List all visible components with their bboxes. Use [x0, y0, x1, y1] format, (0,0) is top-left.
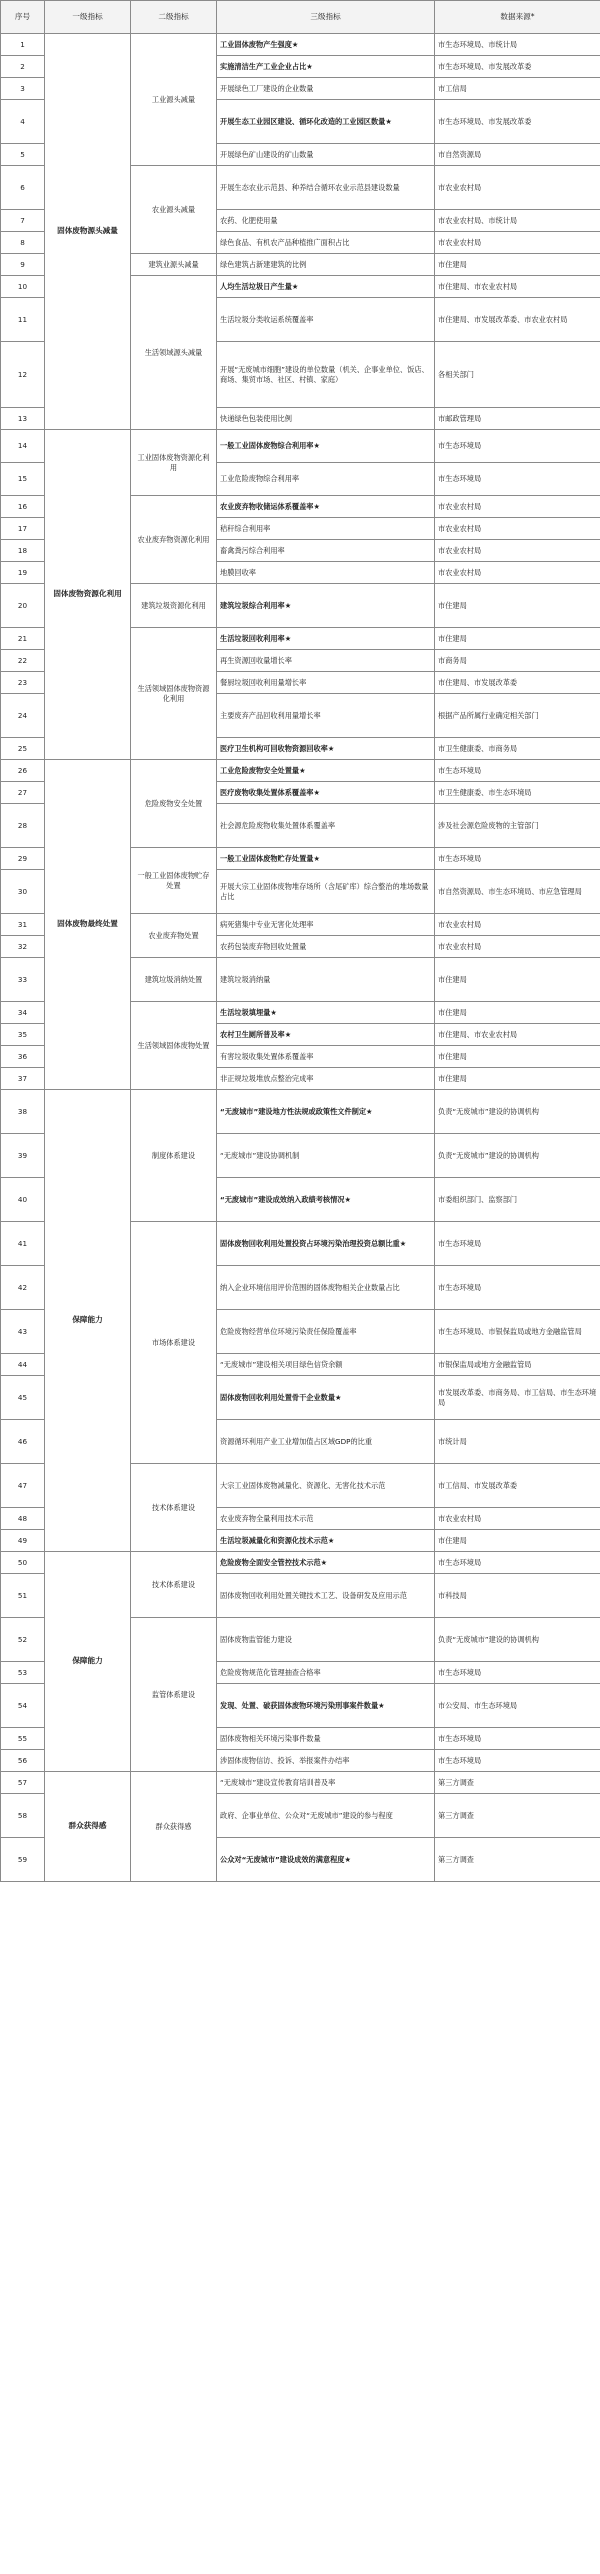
row-number: 3 [1, 78, 45, 100]
row-number: 45 [1, 1376, 45, 1420]
data-source: 市委组织部门、监察部门 [435, 1178, 600, 1222]
row-number: 19 [1, 562, 45, 584]
data-source: 负责“无废城市”建设的协调机构 [435, 1134, 600, 1178]
data-source: 市农业农村局 [435, 166, 600, 210]
row-number: 14 [1, 430, 45, 463]
level3-indicator: 有害垃圾收集处置体系覆盖率 [217, 1046, 435, 1068]
level3-indicator: “无废城市”建设宣传教育培训普及率 [217, 1772, 435, 1794]
data-source: 第三方调查 [435, 1838, 600, 1882]
level3-indicator: 生活垃圾填埋量★ [217, 1002, 435, 1024]
data-source: 市商务局 [435, 650, 600, 672]
level3-indicator: 固体废物回收利用处置骨干企业数量★ [217, 1376, 435, 1420]
row-number: 37 [1, 1068, 45, 1090]
level3-indicator: 餐厨垃圾回收利用量增长率 [217, 672, 435, 694]
level2-indicator: 一般工业固体废物贮存处置 [131, 848, 217, 914]
row-number: 20 [1, 584, 45, 628]
table-row [1, 430, 600, 463]
row-number: 16 [1, 496, 45, 518]
level3-indicator: 再生资源回收量增长率 [217, 650, 435, 672]
level3-indicator: 主要废弃产品回收利用量增长率 [217, 694, 435, 738]
level3-indicator: 病死猪集中专业无害化处理率 [217, 914, 435, 936]
row-number: 34 [1, 1002, 45, 1024]
level3-indicator: 危险废物规范化管理抽查合格率 [217, 1662, 435, 1684]
level3-indicator: 大宗工业固体废物减量化、资源化、无害化技术示范 [217, 1464, 435, 1508]
row-number: 30 [1, 870, 45, 914]
row-number: 48 [1, 1508, 45, 1530]
data-source: 市住建局、市发展改革委 [435, 672, 600, 694]
data-source: 市生态环境局 [435, 1662, 600, 1684]
level3-indicator: 工业危险废物安全处置量★ [217, 760, 435, 782]
data-source: 市生态环境局、市发展改革委 [435, 100, 600, 144]
row-number: 59 [1, 1838, 45, 1882]
data-source: 市住建局 [435, 628, 600, 650]
row-number: 18 [1, 540, 45, 562]
table-row [1, 1090, 600, 1134]
level3-indicator: 开展“无废城市细胞”建设的单位数量（机关、企事业单位、饭店、商场、集贸市场、社区、村镇、家庭） [217, 342, 435, 408]
row-number: 52 [1, 1618, 45, 1662]
level3-indicator: 建筑垃圾消纳量 [217, 958, 435, 1002]
data-source: 市生态环境局 [435, 1266, 600, 1310]
level3-indicator: 农村卫生厕所普及率★ [217, 1024, 435, 1046]
data-source: 市农业农村局 [435, 1508, 600, 1530]
data-source: 市农业农村局 [435, 936, 600, 958]
data-source: 第三方调查 [435, 1794, 600, 1838]
data-source: 市住建局 [435, 1046, 600, 1068]
row-number: 40 [1, 1178, 45, 1222]
level3-indicator: 人均生活垃圾日产生量★ [217, 276, 435, 298]
table-row [1, 34, 600, 56]
row-number: 25 [1, 738, 45, 760]
data-source: 市农业农村局 [435, 232, 600, 254]
level3-indicator: 纳入企业环境信用评价范围的固体废物相关企业数量占比 [217, 1266, 435, 1310]
data-source: 市卫生健康委、市生态环境局 [435, 782, 600, 804]
table-header [1, 1, 600, 34]
row-number: 55 [1, 1728, 45, 1750]
level3-indicator: 快递绿色包装使用比例 [217, 408, 435, 430]
row-number: 51 [1, 1574, 45, 1618]
data-source: 根据产品所属行业确定相关部门 [435, 694, 600, 738]
data-source: 市生态环境局 [435, 1728, 600, 1750]
level3-indicator: 生活垃圾分类收运系统覆盖率 [217, 298, 435, 342]
level3-indicator: 固体废物监管能力建设 [217, 1618, 435, 1662]
data-source: 市生态环境局 [435, 463, 600, 496]
level3-indicator: 农药、化肥使用量 [217, 210, 435, 232]
row-number: 8 [1, 232, 45, 254]
level2-indicator: 危险废物安全处置 [131, 760, 217, 848]
level3-indicator: 涉固体废物信访、投诉、举报案件办结率 [217, 1750, 435, 1772]
row-number: 41 [1, 1222, 45, 1266]
row-number: 58 [1, 1794, 45, 1838]
row-number: 12 [1, 342, 45, 408]
level2-indicator: 生活领域源头减量 [131, 276, 217, 430]
row-number: 46 [1, 1420, 45, 1464]
row-number: 42 [1, 1266, 45, 1310]
level3-indicator: 地膜回收率 [217, 562, 435, 584]
level3-indicator: 生活垃圾减量化和资源化技术示范★ [217, 1530, 435, 1552]
row-number: 38 [1, 1090, 45, 1134]
data-source: 市生态环境局、市银保监局或地方金融监管局 [435, 1310, 600, 1354]
level3-indicator: 工业固体废物产生强度★ [217, 34, 435, 56]
level2-indicator: 农业废弃物处置 [131, 914, 217, 958]
level3-indicator: 医疗卫生机构可回收物资源回收率★ [217, 738, 435, 760]
row-number: 50 [1, 1552, 45, 1574]
level3-indicator: 社会源危险废物收集处置体系覆盖率 [217, 804, 435, 848]
row-number: 13 [1, 408, 45, 430]
row-number: 17 [1, 518, 45, 540]
level3-indicator: 建筑垃圾综合利用率★ [217, 584, 435, 628]
table-body [1, 34, 600, 1882]
data-source: 涉及社会源危险废物的主管部门 [435, 804, 600, 848]
data-source: 市生态环境局 [435, 430, 600, 463]
level3-indicator: “无废城市”建设成效纳入政绩考核情况★ [217, 1178, 435, 1222]
row-number: 49 [1, 1530, 45, 1552]
row-number: 26 [1, 760, 45, 782]
header-seq: 序号 [1, 1, 45, 34]
row-number: 6 [1, 166, 45, 210]
level3-indicator: 工业危险废物综合利用率 [217, 463, 435, 496]
data-source: 市农业农村局 [435, 518, 600, 540]
data-source: 市住建局、市发展改革委、市农业农村局 [435, 298, 600, 342]
level2-indicator: 生活领域固体废物资源化利用 [131, 628, 217, 760]
level2-indicator: 监管体系建设 [131, 1618, 217, 1772]
level1-indicator: 固体废物最终处置 [45, 760, 131, 1090]
level2-indicator: 市场体系建设 [131, 1222, 217, 1464]
data-source: 市生态环境局 [435, 1750, 600, 1772]
data-source: 市住建局、市农业农村局 [435, 1024, 600, 1046]
level2-indicator: 工业固体废物资源化利用 [131, 430, 217, 496]
data-source: 市工信局 [435, 78, 600, 100]
data-source: 市农业农村局 [435, 562, 600, 584]
level1-indicator: 保障能力 [45, 1552, 131, 1772]
row-number: 9 [1, 254, 45, 276]
level3-indicator: 畜禽粪污综合利用率 [217, 540, 435, 562]
row-number: 1 [1, 34, 45, 56]
level3-indicator: 发现、处置、破获固体废物环境污染刑事案件数量★ [217, 1684, 435, 1728]
level3-indicator: 秸秆综合利用率 [217, 518, 435, 540]
level2-indicator: 建筑业源头减量 [131, 254, 217, 276]
level3-indicator: 公众对“无废城市”建设成效的满意程度★ [217, 1838, 435, 1882]
data-source: 市住建局 [435, 1068, 600, 1090]
row-number: 57 [1, 1772, 45, 1794]
level3-indicator: 农药包装废弃物回收处置量 [217, 936, 435, 958]
data-source: 市农业农村局 [435, 914, 600, 936]
level3-indicator: 危险废物经营单位环境污染责任保险覆盖率 [217, 1310, 435, 1354]
data-source: 市科技局 [435, 1574, 600, 1618]
level2-indicator: 生活领域固体废物处置 [131, 1002, 217, 1090]
level3-indicator: 绿色食品、有机农产品种植推广面积占比 [217, 232, 435, 254]
level3-indicator: 一般工业固体废物贮存处置量★ [217, 848, 435, 870]
row-number: 44 [1, 1354, 45, 1376]
row-number: 53 [1, 1662, 45, 1684]
level3-indicator: 农业废弃物收储运体系覆盖率★ [217, 496, 435, 518]
header-level1: 一级指标 [45, 1, 131, 34]
data-source: 市生态环境局 [435, 1222, 600, 1266]
data-source: 市工信局、市发展改革委 [435, 1464, 600, 1508]
row-number: 11 [1, 298, 45, 342]
data-source: 市邮政管理局 [435, 408, 600, 430]
level2-indicator: 农业源头减量 [131, 166, 217, 254]
row-number: 56 [1, 1750, 45, 1772]
data-source: 市住建局、市农业农村局 [435, 276, 600, 298]
row-number: 22 [1, 650, 45, 672]
data-source: 市公安局、市生态环境局 [435, 1684, 600, 1728]
level3-indicator: 政府、企事业单位、公众对“无废城市”建设的参与程度 [217, 1794, 435, 1838]
level3-indicator: 开展绿色工厂建设的企业数量 [217, 78, 435, 100]
level3-indicator: 实施清洁生产工业企业占比★ [217, 56, 435, 78]
level3-indicator: 一般工业固体废物综合利用率★ [217, 430, 435, 463]
level3-indicator: 非正规垃圾堆放点整治完成率 [217, 1068, 435, 1090]
data-source: 市统计局 [435, 1420, 600, 1464]
data-source: 市住建局 [435, 254, 600, 276]
row-number: 5 [1, 144, 45, 166]
level1-indicator: 保障能力 [45, 1090, 131, 1552]
data-source: 第三方调查 [435, 1772, 600, 1794]
row-number: 4 [1, 100, 45, 144]
level3-indicator: 绿色建筑占新建建筑的比例 [217, 254, 435, 276]
level3-indicator: “无废城市”建设相关项目绿色信贷余额 [217, 1354, 435, 1376]
table-row [1, 760, 600, 782]
level3-indicator: 医疗废物收集处置体系覆盖率★ [217, 782, 435, 804]
level1-indicator: 固体废物源头减量 [45, 34, 131, 430]
level3-indicator: 农业废弃物全量利用技术示范 [217, 1508, 435, 1530]
row-number: 10 [1, 276, 45, 298]
level2-indicator: 建筑垃圾资源化利用 [131, 584, 217, 628]
level2-indicator: 技术体系建设 [131, 1552, 217, 1618]
row-number: 47 [1, 1464, 45, 1508]
row-number: 21 [1, 628, 45, 650]
level3-indicator: 开展大宗工业固体废物堆存场所（含尾矿库）综合整治的堆场数量占比 [217, 870, 435, 914]
level1-indicator: 固体废物资源化利用 [45, 430, 131, 760]
row-number: 29 [1, 848, 45, 870]
row-number: 24 [1, 694, 45, 738]
row-number: 43 [1, 1310, 45, 1354]
header-level2: 二级指标 [131, 1, 217, 34]
row-number: 54 [1, 1684, 45, 1728]
table-row [1, 1772, 600, 1794]
data-source: 负责“无废城市”建设的协调机构 [435, 1090, 600, 1134]
data-source: 各相关部门 [435, 342, 600, 408]
data-source: 市住建局 [435, 958, 600, 1002]
level2-indicator: 农业废弃物资源化利用 [131, 496, 217, 584]
data-source: 市住建局 [435, 1002, 600, 1024]
data-source: 市生态环境局、市发展改革委 [435, 56, 600, 78]
data-source: 市生态环境局 [435, 1552, 600, 1574]
level2-indicator: 技术体系建设 [131, 1464, 217, 1552]
data-source: 市生态环境局 [435, 848, 600, 870]
row-number: 2 [1, 56, 45, 78]
level3-indicator: 资源循环利用产业工业增加值占区域GDP的比重 [217, 1420, 435, 1464]
level3-indicator: 开展绿色矿山建设的矿山数量 [217, 144, 435, 166]
data-source: 市住建局 [435, 584, 600, 628]
data-source: 市住建局 [435, 1530, 600, 1552]
level3-indicator: 固体废物回收利用处置投资占环境污染治理投资总额比重★ [217, 1222, 435, 1266]
data-source: 市农业农村局 [435, 540, 600, 562]
level3-indicator: 危险废物全面安全管控技术示范★ [217, 1552, 435, 1574]
row-number: 31 [1, 914, 45, 936]
level3-indicator: 生活垃圾回收利用率★ [217, 628, 435, 650]
data-source: 市农业农村局、市统计局 [435, 210, 600, 232]
table-row [1, 1552, 600, 1574]
level3-indicator: 开展生态农业示范县、种养结合循环农业示范县建设数量 [217, 166, 435, 210]
row-number: 28 [1, 804, 45, 848]
data-source: 负责“无废城市”建设的协调机构 [435, 1618, 600, 1662]
row-number: 15 [1, 463, 45, 496]
row-number: 23 [1, 672, 45, 694]
data-source: 市自然资源局、市生态环境局、市应急管理局 [435, 870, 600, 914]
level2-indicator: 群众获得感 [131, 1772, 217, 1882]
level1-indicator: 群众获得感 [45, 1772, 131, 1882]
level3-indicator: “无废城市”建设协调机制 [217, 1134, 435, 1178]
row-number: 36 [1, 1046, 45, 1068]
data-source: 市银保监局或地方金融监管局 [435, 1354, 600, 1376]
data-source: 市卫生健康委、市商务局 [435, 738, 600, 760]
level2-indicator: 工业源头减量 [131, 34, 217, 166]
data-source: 市生态环境局 [435, 760, 600, 782]
level2-indicator: 建筑垃圾消纳处置 [131, 958, 217, 1002]
level3-indicator: “无废城市”建设地方性法规或政策性文件制定★ [217, 1090, 435, 1134]
row-number: 27 [1, 782, 45, 804]
header-level3: 三级指标 [217, 1, 435, 34]
header-row [1, 1, 600, 34]
level3-indicator: 固体废物相关环境污染事件数量 [217, 1728, 435, 1750]
row-number: 35 [1, 1024, 45, 1046]
data-source: 市发展改革委、市商务局、市工信局、市生态环境局 [435, 1376, 600, 1420]
row-number: 39 [1, 1134, 45, 1178]
row-number: 7 [1, 210, 45, 232]
row-number: 32 [1, 936, 45, 958]
header-source: 数据来源* [435, 1, 600, 34]
level2-indicator: 制度体系建设 [131, 1090, 217, 1222]
data-source: 市生态环境局、市统计局 [435, 34, 600, 56]
data-source: 市自然资源局 [435, 144, 600, 166]
data-source: 市农业农村局 [435, 496, 600, 518]
level3-indicator: 固体废物回收利用处置关键技术工艺、设备研发及应用示范 [217, 1574, 435, 1618]
level3-indicator: 开展生态工业园区建设、循环化改造的工业园区数量★ [217, 100, 435, 144]
row-number: 33 [1, 958, 45, 1002]
